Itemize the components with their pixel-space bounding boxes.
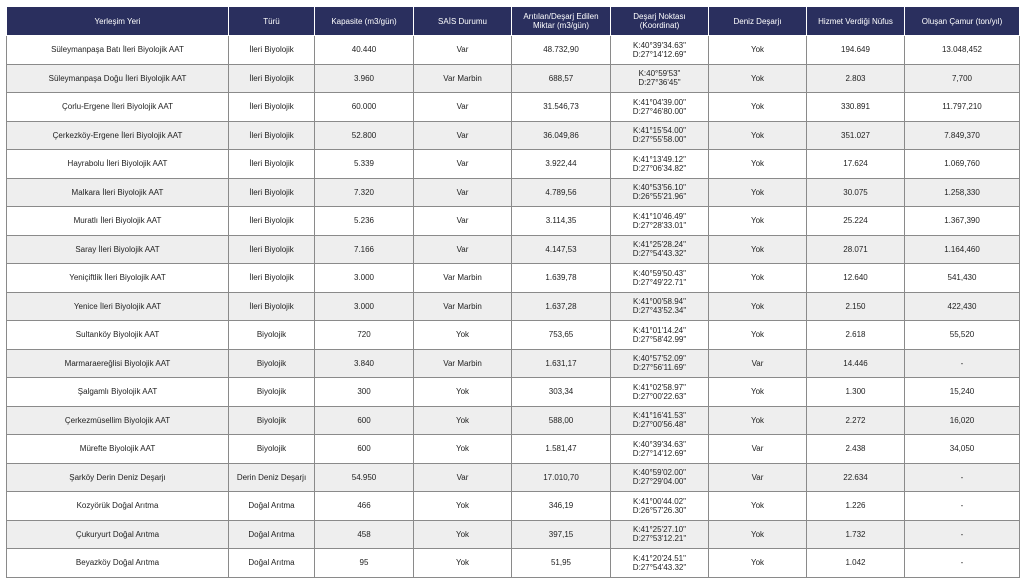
header-population-served: Hizmet Verdiği Nüfus	[807, 7, 905, 36]
discharge-point-cell	[611, 435, 709, 464]
table-row	[7, 549, 1020, 578]
sludge-cell: -	[905, 492, 1020, 521]
header-sais-status: SAİS Durumu	[414, 7, 512, 36]
coord-east: D:27°56'11.69"	[633, 363, 686, 373]
coord-north: K:40°59'53"	[638, 69, 681, 79]
discharge-point-cell	[611, 264, 709, 293]
population-cell: 28.071	[807, 235, 905, 264]
settlement-cell: Yenice İleri Biyolojik AAT	[7, 292, 229, 321]
table-row	[7, 435, 1020, 464]
sea-discharge-cell: Yok	[709, 321, 807, 350]
table-row	[7, 492, 1020, 521]
coord-east: D:26°57'26.30"	[632, 505, 687, 515]
settlement-cell: Saray İleri Biyolojik AAT	[7, 235, 229, 264]
table-body	[7, 36, 1020, 578]
sludge-cell: -	[905, 520, 1020, 549]
coord-north: K:40°39'34.63"	[633, 439, 686, 449]
header-discharge-point: Deşarj Noktası (Koordinat)	[611, 7, 709, 36]
sais-status-cell: Var	[414, 463, 512, 492]
population-cell: 30.075	[807, 178, 905, 207]
population-cell: 2.272	[807, 406, 905, 435]
sludge-cell: 541,430	[905, 264, 1020, 293]
type-cell: İleri Biyolojik	[229, 264, 315, 293]
settlement-cell: Şalgamlı Biyolojik AAT	[7, 378, 229, 407]
sludge-cell: -	[905, 463, 1020, 492]
sludge-cell: 55,520	[905, 321, 1020, 350]
coord-east: D:27°28'33.01"	[632, 220, 687, 230]
table-row	[7, 292, 1020, 321]
type-cell: İleri Biyolojik	[229, 292, 315, 321]
coord-east: D:27°49'22.71"	[632, 277, 687, 287]
sludge-cell: -	[905, 349, 1020, 378]
population-cell: 25.224	[807, 207, 905, 236]
table-row	[7, 378, 1020, 407]
type-cell: Doğal Arıtma	[229, 492, 315, 521]
sais-status-cell: Var	[414, 235, 512, 264]
settlement-cell: Sultanköy Biyolojik AAT	[7, 321, 229, 350]
sludge-cell: 7.849,370	[905, 121, 1020, 150]
discharge-point-cell	[611, 235, 709, 264]
sea-discharge-cell: Var	[709, 349, 807, 378]
sea-discharge-cell: Yok	[709, 235, 807, 264]
treated-amount-cell: 303,34	[512, 378, 611, 407]
coord-east: D:27°55'58.00"	[632, 135, 687, 145]
coord-east: D:27°54'43.32"	[632, 562, 687, 572]
treated-amount-cell: 1.631,17	[512, 349, 611, 378]
table-row	[7, 321, 1020, 350]
population-cell: 1.042	[807, 549, 905, 578]
sais-status-cell: Var	[414, 150, 512, 179]
table-row	[7, 64, 1020, 93]
coord-east: D:27°14'12.69"	[632, 448, 687, 458]
coord-north: K:41°00'44.02"	[633, 496, 686, 506]
settlement-cell: Şarköy Derin Deniz Deşarjı	[7, 463, 229, 492]
sais-status-cell: Var Marbin	[414, 264, 512, 293]
discharge-point-cell	[611, 121, 709, 150]
discharge-point-cell	[611, 292, 709, 321]
capacity-cell: 7.320	[315, 178, 414, 207]
treated-amount-cell: 4.147,53	[512, 235, 611, 264]
coord-north: K:41°20'24.51"	[633, 553, 686, 563]
treated-amount-cell: 588,00	[512, 406, 611, 435]
sea-discharge-cell: Yok	[709, 492, 807, 521]
sludge-cell: 7,700	[905, 64, 1020, 93]
type-cell: İleri Biyolojik	[229, 235, 315, 264]
treated-amount-cell: 51,95	[512, 549, 611, 578]
population-cell: 22.634	[807, 463, 905, 492]
discharge-point-cell	[611, 378, 709, 407]
sais-status-cell: Var Marbin	[414, 349, 512, 378]
treated-amount-cell: 753,65	[512, 321, 611, 350]
settlement-cell: Çukuryurt Doğal Arıtma	[7, 520, 229, 549]
coord-east: D:27°46'80.00"	[632, 106, 687, 116]
capacity-cell: 600	[315, 406, 414, 435]
population-cell: 2.438	[807, 435, 905, 464]
capacity-cell: 300	[315, 378, 414, 407]
type-cell: Doğal Arıtma	[229, 549, 315, 578]
discharge-point-cell	[611, 549, 709, 578]
header-sea-discharge: Deniz Deşarjı	[709, 7, 807, 36]
type-cell: Biyolojik	[229, 406, 315, 435]
coord-north: K:41°10'46.49"	[633, 211, 686, 221]
settlement-cell: Çerkezköy-Ergene İleri Biyolojik AAT	[7, 121, 229, 150]
table-row	[7, 406, 1020, 435]
coord-north: K:41°16'41.53"	[633, 411, 686, 421]
type-cell: İleri Biyolojik	[229, 64, 315, 93]
table-row	[7, 93, 1020, 122]
population-cell: 2.803	[807, 64, 905, 93]
sais-status-cell: Var	[414, 36, 512, 65]
coord-east: D:27°00'56.48"	[632, 420, 687, 430]
capacity-cell: 3.000	[315, 292, 414, 321]
sea-discharge-cell: Var	[709, 463, 807, 492]
sludge-cell: 1.258,330	[905, 178, 1020, 207]
population-cell: 2.618	[807, 321, 905, 350]
coord-north: K:41°00'58.94"	[633, 297, 686, 307]
settlement-cell: Yeniçiftlik İleri Biyolojik AAT	[7, 264, 229, 293]
capacity-cell: 3.960	[315, 64, 414, 93]
table-row	[7, 36, 1020, 65]
discharge-point-cell	[611, 520, 709, 549]
table-row	[7, 264, 1020, 293]
sludge-cell: -	[905, 549, 1020, 578]
discharge-point-cell	[611, 150, 709, 179]
table-row	[7, 463, 1020, 492]
coord-east: D:27°14'12.69"	[632, 49, 687, 59]
type-cell: Biyolojik	[229, 435, 315, 464]
sludge-cell: 1.367,390	[905, 207, 1020, 236]
table-row	[7, 207, 1020, 236]
coord-east: D:27°06'34.82"	[632, 163, 687, 173]
population-cell: 17.624	[807, 150, 905, 179]
coord-east: D:26°55'21.96"	[632, 192, 687, 202]
sea-discharge-cell: Yok	[709, 36, 807, 65]
type-cell: Derin Deniz Deşarjı	[229, 463, 315, 492]
sais-status-cell: Var	[414, 93, 512, 122]
type-cell: Doğal Arıtma	[229, 520, 315, 549]
capacity-cell: 95	[315, 549, 414, 578]
facility-table	[6, 6, 1020, 578]
discharge-point-cell	[611, 463, 709, 492]
capacity-cell: 54.950	[315, 463, 414, 492]
header-capacity: Kapasite (m3/gün)	[315, 7, 414, 36]
discharge-point-cell	[611, 64, 709, 93]
settlement-cell: Çorlu-Ergene İleri Biyolojik AAT	[7, 93, 229, 122]
type-cell: İleri Biyolojik	[229, 178, 315, 207]
table-header-row	[7, 7, 1020, 36]
population-cell: 2.150	[807, 292, 905, 321]
capacity-cell: 52.800	[315, 121, 414, 150]
settlement-cell: Çerkezmüsellim Biyolojik AAT	[7, 406, 229, 435]
discharge-point-cell	[611, 178, 709, 207]
coord-north: K:40°59'02.00"	[633, 468, 686, 478]
sea-discharge-cell: Yok	[709, 150, 807, 179]
table-row	[7, 349, 1020, 378]
capacity-cell: 3.840	[315, 349, 414, 378]
sais-status-cell: Var Marbin	[414, 64, 512, 93]
sea-discharge-cell: Yok	[709, 207, 807, 236]
settlement-cell: Beyazköy Doğal Arıtma	[7, 549, 229, 578]
table-row	[7, 520, 1020, 549]
coord-north: K:40°39'34.63"	[633, 40, 686, 50]
discharge-point-cell	[611, 492, 709, 521]
coord-east: D:27°54'43.32"	[632, 249, 687, 259]
coord-east: D:27°36'45"	[638, 78, 681, 88]
capacity-cell: 3.000	[315, 264, 414, 293]
discharge-point-cell	[611, 321, 709, 350]
sea-discharge-cell: Yok	[709, 64, 807, 93]
sea-discharge-cell: Yok	[709, 93, 807, 122]
sludge-cell: 422,430	[905, 292, 1020, 321]
capacity-cell: 7.166	[315, 235, 414, 264]
sais-status-cell: Yok	[414, 406, 512, 435]
table-row	[7, 121, 1020, 150]
settlement-cell: Muratlı İleri Biyolojik AAT	[7, 207, 229, 236]
table-row	[7, 235, 1020, 264]
coord-north: K:41°01'14.24"	[633, 325, 686, 335]
capacity-cell: 720	[315, 321, 414, 350]
sludge-cell: 11.797,210	[905, 93, 1020, 122]
treated-amount-cell: 4.789,56	[512, 178, 611, 207]
type-cell: İleri Biyolojik	[229, 150, 315, 179]
facility-table-container	[6, 6, 1019, 578]
capacity-cell: 40.440	[315, 36, 414, 65]
table-row	[7, 150, 1020, 179]
sea-discharge-cell: Yok	[709, 549, 807, 578]
population-cell: 351.027	[807, 121, 905, 150]
coord-east: D:27°29'04.00"	[632, 477, 687, 487]
population-cell: 1.732	[807, 520, 905, 549]
type-cell: İleri Biyolojik	[229, 207, 315, 236]
treated-amount-cell: 1.637,28	[512, 292, 611, 321]
discharge-point-cell	[611, 349, 709, 378]
population-cell: 1.226	[807, 492, 905, 521]
coord-north: K:41°13'49.12"	[633, 154, 686, 164]
sais-status-cell: Yok	[414, 549, 512, 578]
treated-amount-cell: 688,57	[512, 64, 611, 93]
discharge-point-cell	[611, 93, 709, 122]
capacity-cell: 60.000	[315, 93, 414, 122]
sea-discharge-cell: Yok	[709, 406, 807, 435]
type-cell: İleri Biyolojik	[229, 121, 315, 150]
treated-amount-cell: 3.114,35	[512, 207, 611, 236]
sais-status-cell: Yok	[414, 378, 512, 407]
treated-amount-cell: 17.010,70	[512, 463, 611, 492]
discharge-point-cell	[611, 406, 709, 435]
population-cell: 330.891	[807, 93, 905, 122]
discharge-point-cell	[611, 36, 709, 65]
coord-north: K:40°59'50.43"	[633, 268, 686, 278]
settlement-cell: Hayrabolu İleri Biyolojik AAT	[7, 150, 229, 179]
population-cell: 1.300	[807, 378, 905, 407]
coord-north: K:41°15'54.00"	[633, 126, 686, 136]
header-sludge-generated: Oluşan Çamur (ton/yıl)	[905, 7, 1020, 36]
treated-amount-cell: 346,19	[512, 492, 611, 521]
settlement-cell: Kozyörük Doğal Arıtma	[7, 492, 229, 521]
treated-amount-cell: 1.639,78	[512, 264, 611, 293]
type-cell: İleri Biyolojik	[229, 93, 315, 122]
coord-north: K:40°53'56.10"	[633, 183, 686, 193]
sais-status-cell: Var Marbin	[414, 292, 512, 321]
treated-amount-cell: 3.922,44	[512, 150, 611, 179]
settlement-cell: Marmaraereğlisi Biyolojik AAT	[7, 349, 229, 378]
sludge-cell: 16,020	[905, 406, 1020, 435]
sea-discharge-cell: Yok	[709, 264, 807, 293]
sludge-cell: 15,240	[905, 378, 1020, 407]
treated-amount-cell: 36.049,86	[512, 121, 611, 150]
sea-discharge-cell: Yok	[709, 378, 807, 407]
header-treated-amount: Arıtılan/Deşarj Edilen Miktar (m3/gün)	[512, 7, 611, 36]
coord-east: D:27°00'22.63"	[632, 391, 687, 401]
sludge-cell: 1.164,460	[905, 235, 1020, 264]
coord-north: K:41°04'39.00"	[633, 97, 686, 107]
table-row	[7, 178, 1020, 207]
capacity-cell: 458	[315, 520, 414, 549]
type-cell: Biyolojik	[229, 378, 315, 407]
coord-north: K:41°02'58.97"	[633, 382, 686, 392]
sludge-cell: 13.048,452	[905, 36, 1020, 65]
header-settlement: Yerleşim Yeri	[7, 7, 229, 36]
coord-east: D:27°53'12.21"	[632, 534, 687, 544]
treated-amount-cell: 48.732,90	[512, 36, 611, 65]
sludge-cell: 34,050	[905, 435, 1020, 464]
population-cell: 14.446	[807, 349, 905, 378]
sea-discharge-cell: Yok	[709, 292, 807, 321]
settlement-cell: Mürefte Biyolojik AAT	[7, 435, 229, 464]
sais-status-cell: Yok	[414, 520, 512, 549]
capacity-cell: 466	[315, 492, 414, 521]
sais-status-cell: Yok	[414, 435, 512, 464]
sea-discharge-cell: Yok	[709, 121, 807, 150]
settlement-cell: Malkara İleri Biyolojik AAT	[7, 178, 229, 207]
coord-east: D:27°58'42.99"	[632, 334, 687, 344]
sais-status-cell: Yok	[414, 321, 512, 350]
coord-north: K:41°25'27.10"	[633, 525, 686, 535]
sais-status-cell: Var	[414, 178, 512, 207]
sludge-cell: 1.069,760	[905, 150, 1020, 179]
sea-discharge-cell: Yok	[709, 178, 807, 207]
capacity-cell: 600	[315, 435, 414, 464]
treated-amount-cell: 1.581,47	[512, 435, 611, 464]
treated-amount-cell: 397,15	[512, 520, 611, 549]
type-cell: Biyolojik	[229, 321, 315, 350]
sais-status-cell: Var	[414, 207, 512, 236]
coord-north: K:41°25'28.24"	[633, 240, 686, 250]
coord-north: K:40°57'52.09"	[633, 354, 686, 364]
settlement-cell: Süleymanpaşa Batı İleri Biyolojik AAT	[7, 36, 229, 65]
sais-status-cell: Var	[414, 121, 512, 150]
header-type: Türü	[229, 7, 315, 36]
type-cell: Biyolojik	[229, 349, 315, 378]
discharge-point-cell	[611, 207, 709, 236]
population-cell: 194.649	[807, 36, 905, 65]
coord-east: D:27°43'52.34"	[632, 306, 687, 316]
sais-status-cell: Yok	[414, 492, 512, 521]
type-cell: İleri Biyolojik	[229, 36, 315, 65]
sea-discharge-cell: Yok	[709, 520, 807, 549]
settlement-cell: Süleymanpaşa Doğu İleri Biyolojik AAT	[7, 64, 229, 93]
treated-amount-cell: 31.546,73	[512, 93, 611, 122]
capacity-cell: 5.236	[315, 207, 414, 236]
capacity-cell: 5.339	[315, 150, 414, 179]
sea-discharge-cell: Var	[709, 435, 807, 464]
population-cell: 12.640	[807, 264, 905, 293]
